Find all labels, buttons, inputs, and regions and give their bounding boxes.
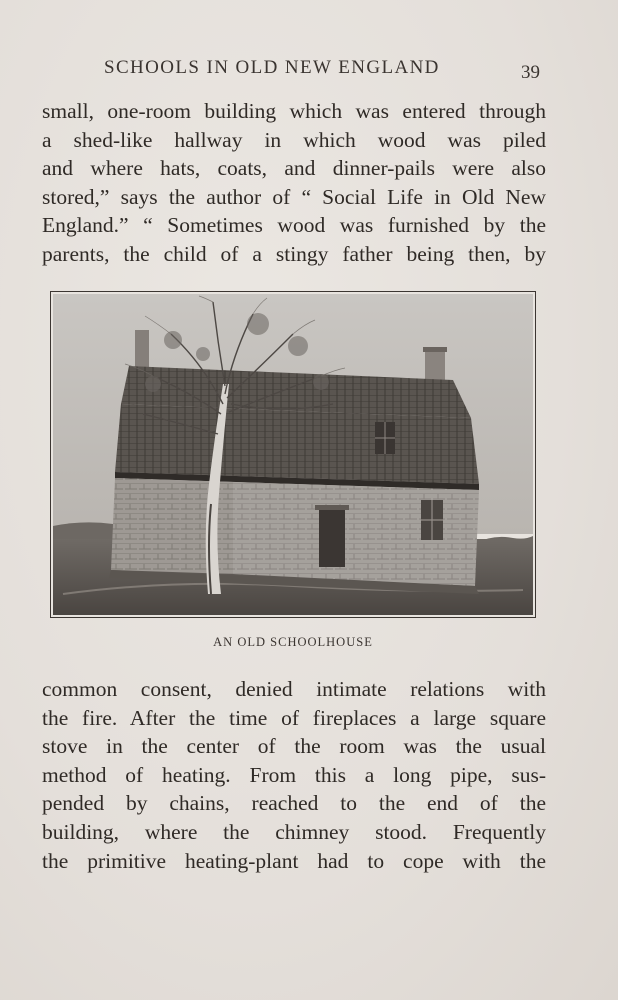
text-line: method of heating. From this a long pipe, sus- [42, 762, 546, 787]
text-line: pended by chains, reached to the end of the [42, 791, 546, 816]
text-line: small, one-room building which was entered through [42, 99, 546, 123]
schoolhouse-illustration [53, 294, 533, 615]
body-text-top [42, 97, 546, 269]
page-number: 39 [521, 62, 540, 83]
body-text-bottom [42, 675, 546, 875]
running-head: SCHOOLS IN OLD NEW ENGLAND [104, 57, 440, 78]
text-line: a shed-like hallway in which wood was piled [42, 127, 546, 152]
text-line: parents, the child of a stingy father being then, by [42, 241, 546, 266]
text-line: and where hats, coats, and dinner-pails were also [42, 156, 546, 181]
text-line: England.” “ Sometimes wood was furnished by the [42, 213, 546, 238]
text-line: stove in the center of the room was the usual [42, 734, 546, 759]
text-line: the primitive heating-plant had to cope with the [42, 848, 546, 873]
text-line: building, where the chimney stood. Frequently [42, 819, 546, 844]
schoolhouse-photograph [50, 291, 536, 618]
figure-caption: AN OLD SCHOOLHOUSE [213, 635, 373, 649]
text-line: stored,” says the author of “ Social Life in Old New [42, 184, 546, 209]
text-line: common consent, denied intimate relations with [42, 677, 546, 701]
text-line: the fire. After the time of fireplaces a large square [42, 705, 546, 730]
